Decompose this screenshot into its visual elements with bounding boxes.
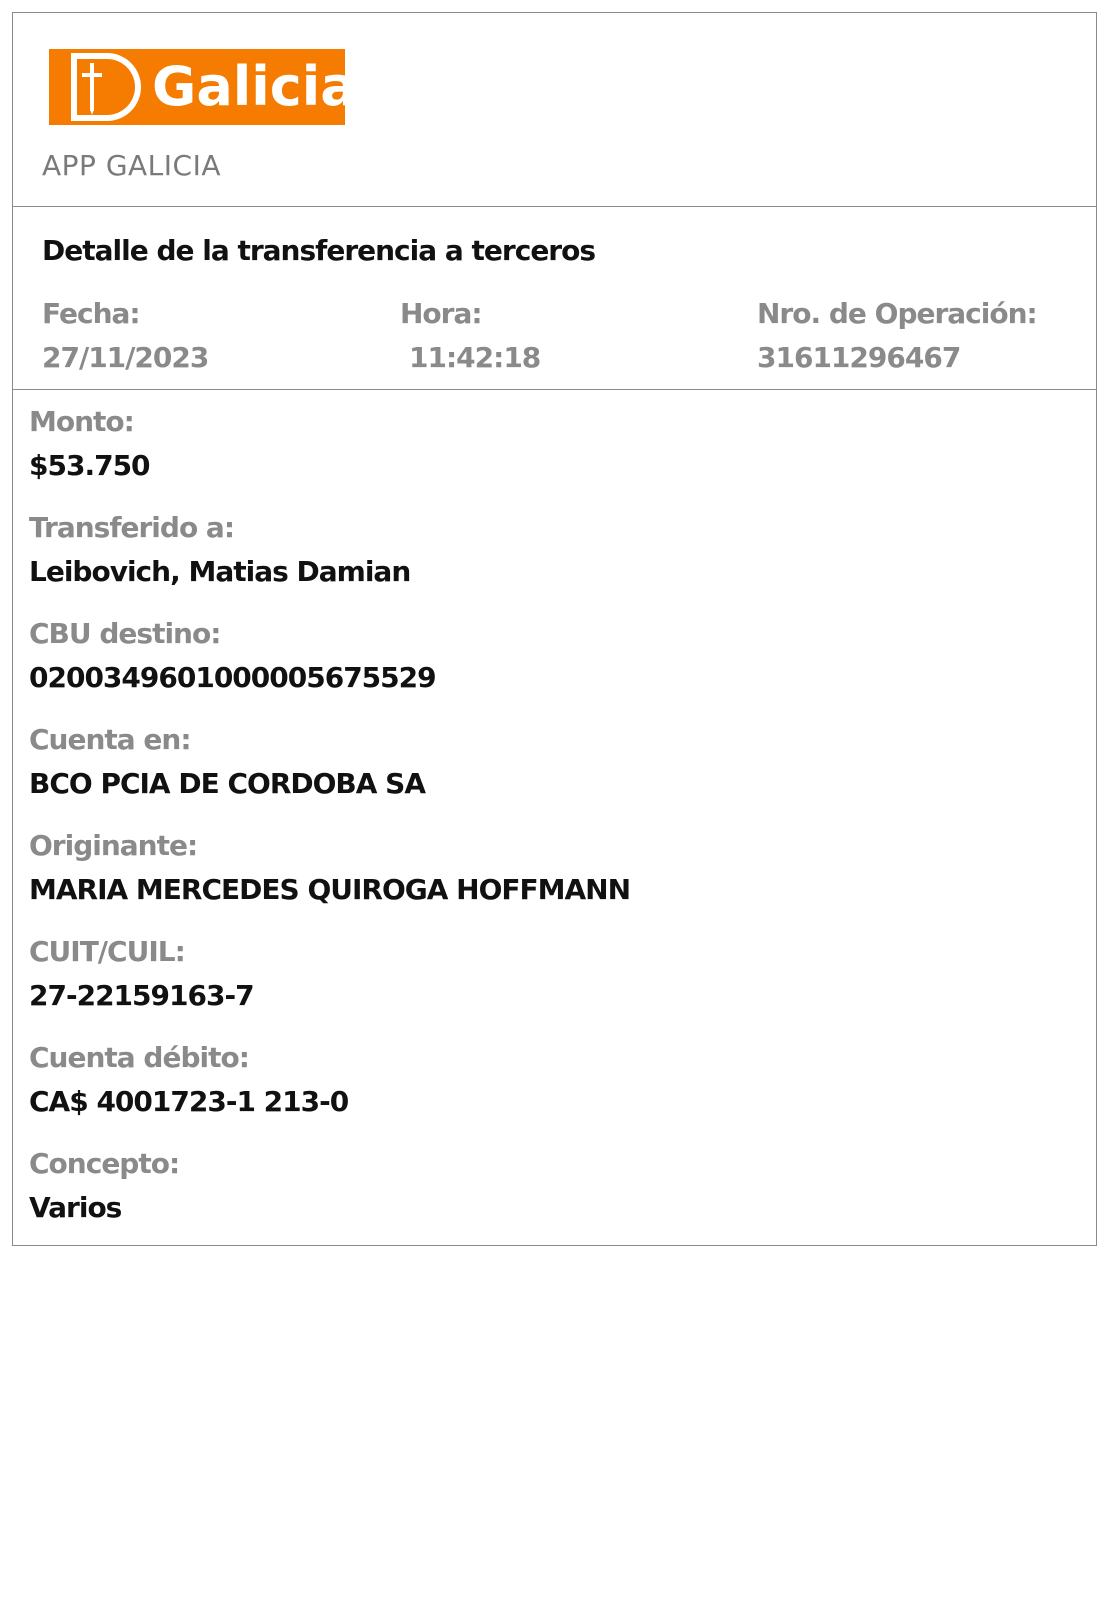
cuenta-debito-label: Cuenta débito: bbox=[29, 1041, 249, 1074]
concepto-field bbox=[29, 1146, 630, 1252]
section-title: Detalle de la transferencia a terceros bbox=[42, 234, 596, 267]
cuit-field bbox=[29, 934, 630, 1040]
originante-label: Originante: bbox=[29, 829, 198, 862]
cuenta-debito-value: CA$ 4001723-1 213-0 bbox=[29, 1085, 349, 1118]
monto-value: $53.750 bbox=[29, 449, 150, 482]
banco-field bbox=[29, 722, 630, 828]
operacion-block bbox=[757, 296, 1037, 376]
originante-value: MARIA MERCEDES QUIROGA HOFFMANN bbox=[29, 873, 631, 906]
monto-label: Monto: bbox=[29, 405, 134, 438]
galicia-logo bbox=[49, 49, 357, 125]
fecha-value: 27/11/2023 bbox=[42, 341, 209, 374]
fecha-label: Fecha: bbox=[42, 297, 140, 330]
cbu-label: CBU destino: bbox=[29, 617, 221, 650]
receipt-header bbox=[13, 13, 1096, 207]
concepto-value: Varios bbox=[29, 1191, 122, 1224]
hora-label: Hora: bbox=[400, 297, 482, 330]
cuit-label: CUIT/CUIL: bbox=[29, 935, 185, 968]
originante-field bbox=[29, 828, 630, 934]
hora-value: 11:42:18 bbox=[409, 341, 541, 374]
banco-label: Cuenta en: bbox=[29, 723, 191, 756]
banco-value: BCO PCIA DE CORDOBA SA bbox=[29, 767, 426, 800]
operacion-value: 31611296467 bbox=[757, 341, 961, 374]
monto-field bbox=[29, 404, 630, 510]
cbu-value: 0200349601000005675529 bbox=[29, 661, 436, 694]
app-name: APP GALICIA bbox=[42, 149, 221, 182]
operacion-label: Nro. de Operación: bbox=[757, 297, 1037, 330]
hora-block bbox=[400, 296, 540, 376]
destinatario-field bbox=[29, 510, 630, 616]
concepto-label: Concepto: bbox=[29, 1147, 180, 1180]
cbu-field bbox=[29, 616, 630, 722]
transfer-summary bbox=[13, 206, 1096, 390]
destinatario-label: Transferido a: bbox=[29, 511, 235, 544]
transfer-fields bbox=[29, 404, 630, 1252]
cuenta-debito-field bbox=[29, 1040, 630, 1146]
galicia-emblem-icon bbox=[63, 51, 145, 123]
cuit-value: 27-22159163-7 bbox=[29, 979, 254, 1012]
fecha-block bbox=[42, 296, 208, 376]
logo-wordmark: Galicia bbox=[152, 55, 357, 118]
destinatario-value: Leibovich, Matias Damian bbox=[29, 555, 411, 588]
